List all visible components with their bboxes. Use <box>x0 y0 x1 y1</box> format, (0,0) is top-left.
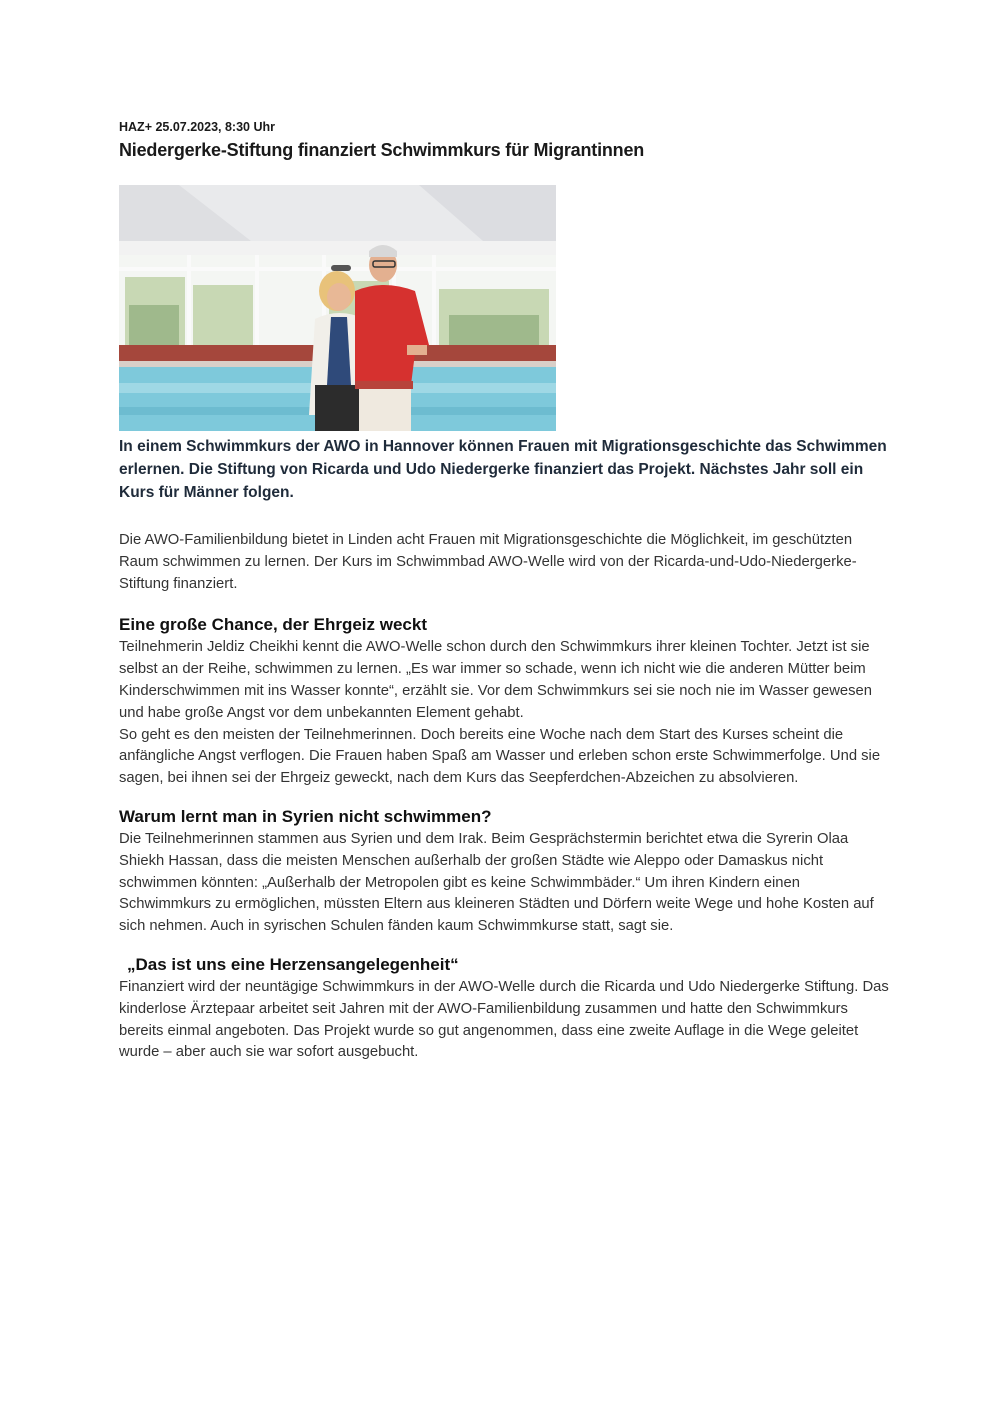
article-meta: HAZ+ 25.07.2023, 8:30 Uhr <box>119 120 275 134</box>
section-paragraph: So geht es den meisten der Teilnehmerinnen. Doch bereits eine Woche nach dem Start des Kurses scheint die anfängliche Angst verflogen. Die Frauen haben Spaß am Wasser und erleben schon erste Schwimmerfolge. Und sie sagen, bei ihnen sei der Ehrgeiz geweckt, nach dem Kurs das Seepferdchen-Abzeichen zu absolvieren. <box>119 726 881 787</box>
section-paragraph: Die Teilnehmerinnen stammen aus Syrien und dem Irak. Beim Gesprächstermin berichtet etwa die Syrerin Olaa Shiekh Hassan, dass die meisten Menschen außerhalb der großen Städte wie Aleppo oder Damaskus nicht schwimmen könnten: „Außerhalb der Metropolen gibt es keine Schwimmbäder.“ Um ihren Kindern einen Schwimmkurs zu ermöglichen, müssten Eltern aus kleineren Städten und Dörfern weite Wege und hohe Kosten auf sich nehmen. Auch in syrischen Schulen fänden kaum Schwimmkurse statt, sagt sie. <box>119 830 874 935</box>
article-photo <box>119 185 556 431</box>
section-paragraph: Finanziert wird der neuntägige Schwimmkurs in der AWO-Welle durch die Ricarda und Udo Niedergerke Stiftung. Das kinderlose Ärztepaar arbeitet seit Jahren mit der AWO-Familienbildung zusammen und hatte den Schwimmkurs bereits einmal angeboten. Das Projekt wurde so gut angenommen, dass eine zweite Auflage in die Wege geleitet wurde – aber auch sie war sofort ausgebucht. <box>119 978 889 1061</box>
article <box>119 120 889 1081</box>
section-syria <box>119 807 889 938</box>
section-paragraph: Teilnehmerin Jeldiz Cheikhi kennt die AWO-Welle schon durch den Schwimmkurs ihrer kleinen Tochter. Jetzt ist sie selbst an der Reihe, schwimmen zu lernen. „Es war immer so schade, wenn ich nicht wie die anderen Mütter beim Kinderschwimmen mit ins Wasser konnte“, erzählt sie. Vor dem Schwimmkurs sei sie noch nie im Wasser gewesen und habe große Angst vor dem unbekannten Element gehabt. <box>119 639 872 721</box>
article-headline: Niedergerke-Stiftung finanziert Schwimmkurs für Migrantinnen <box>119 140 645 160</box>
article-intro: Die AWO-Familienbildung bietet in Linden acht Frauen mit Migrationsgeschichte die Möglichkeit, im geschützten Raum schwimmen zu lernen. Der Kurs im Schwimmbad AWO-Welle wird von der Ricarda-und-Udo-Niedergerke-Stiftung finanziert. <box>119 532 857 592</box>
section-heading: Eine große Chance, der Ehrgeiz weckt <box>119 615 427 635</box>
section-chance <box>119 615 889 790</box>
section-heading: „Das ist uns eine Herzensangelegenheit“ <box>127 954 459 974</box>
section-heading: Warum lernt man in Syrien nicht schwimmen? <box>119 806 492 826</box>
article-lead: In einem Schwimmkurs der AWO in Hannover können Frauen mit Migrationsgeschichte das Schwimmen erlernen. Die Stiftung von Ricarda und Udo Niedergerke finanziert das Projekt. Nächstes Jahr soll ein Kurs für Männer folgen. <box>119 438 887 501</box>
section-herzensangelegenheit <box>119 955 889 1064</box>
